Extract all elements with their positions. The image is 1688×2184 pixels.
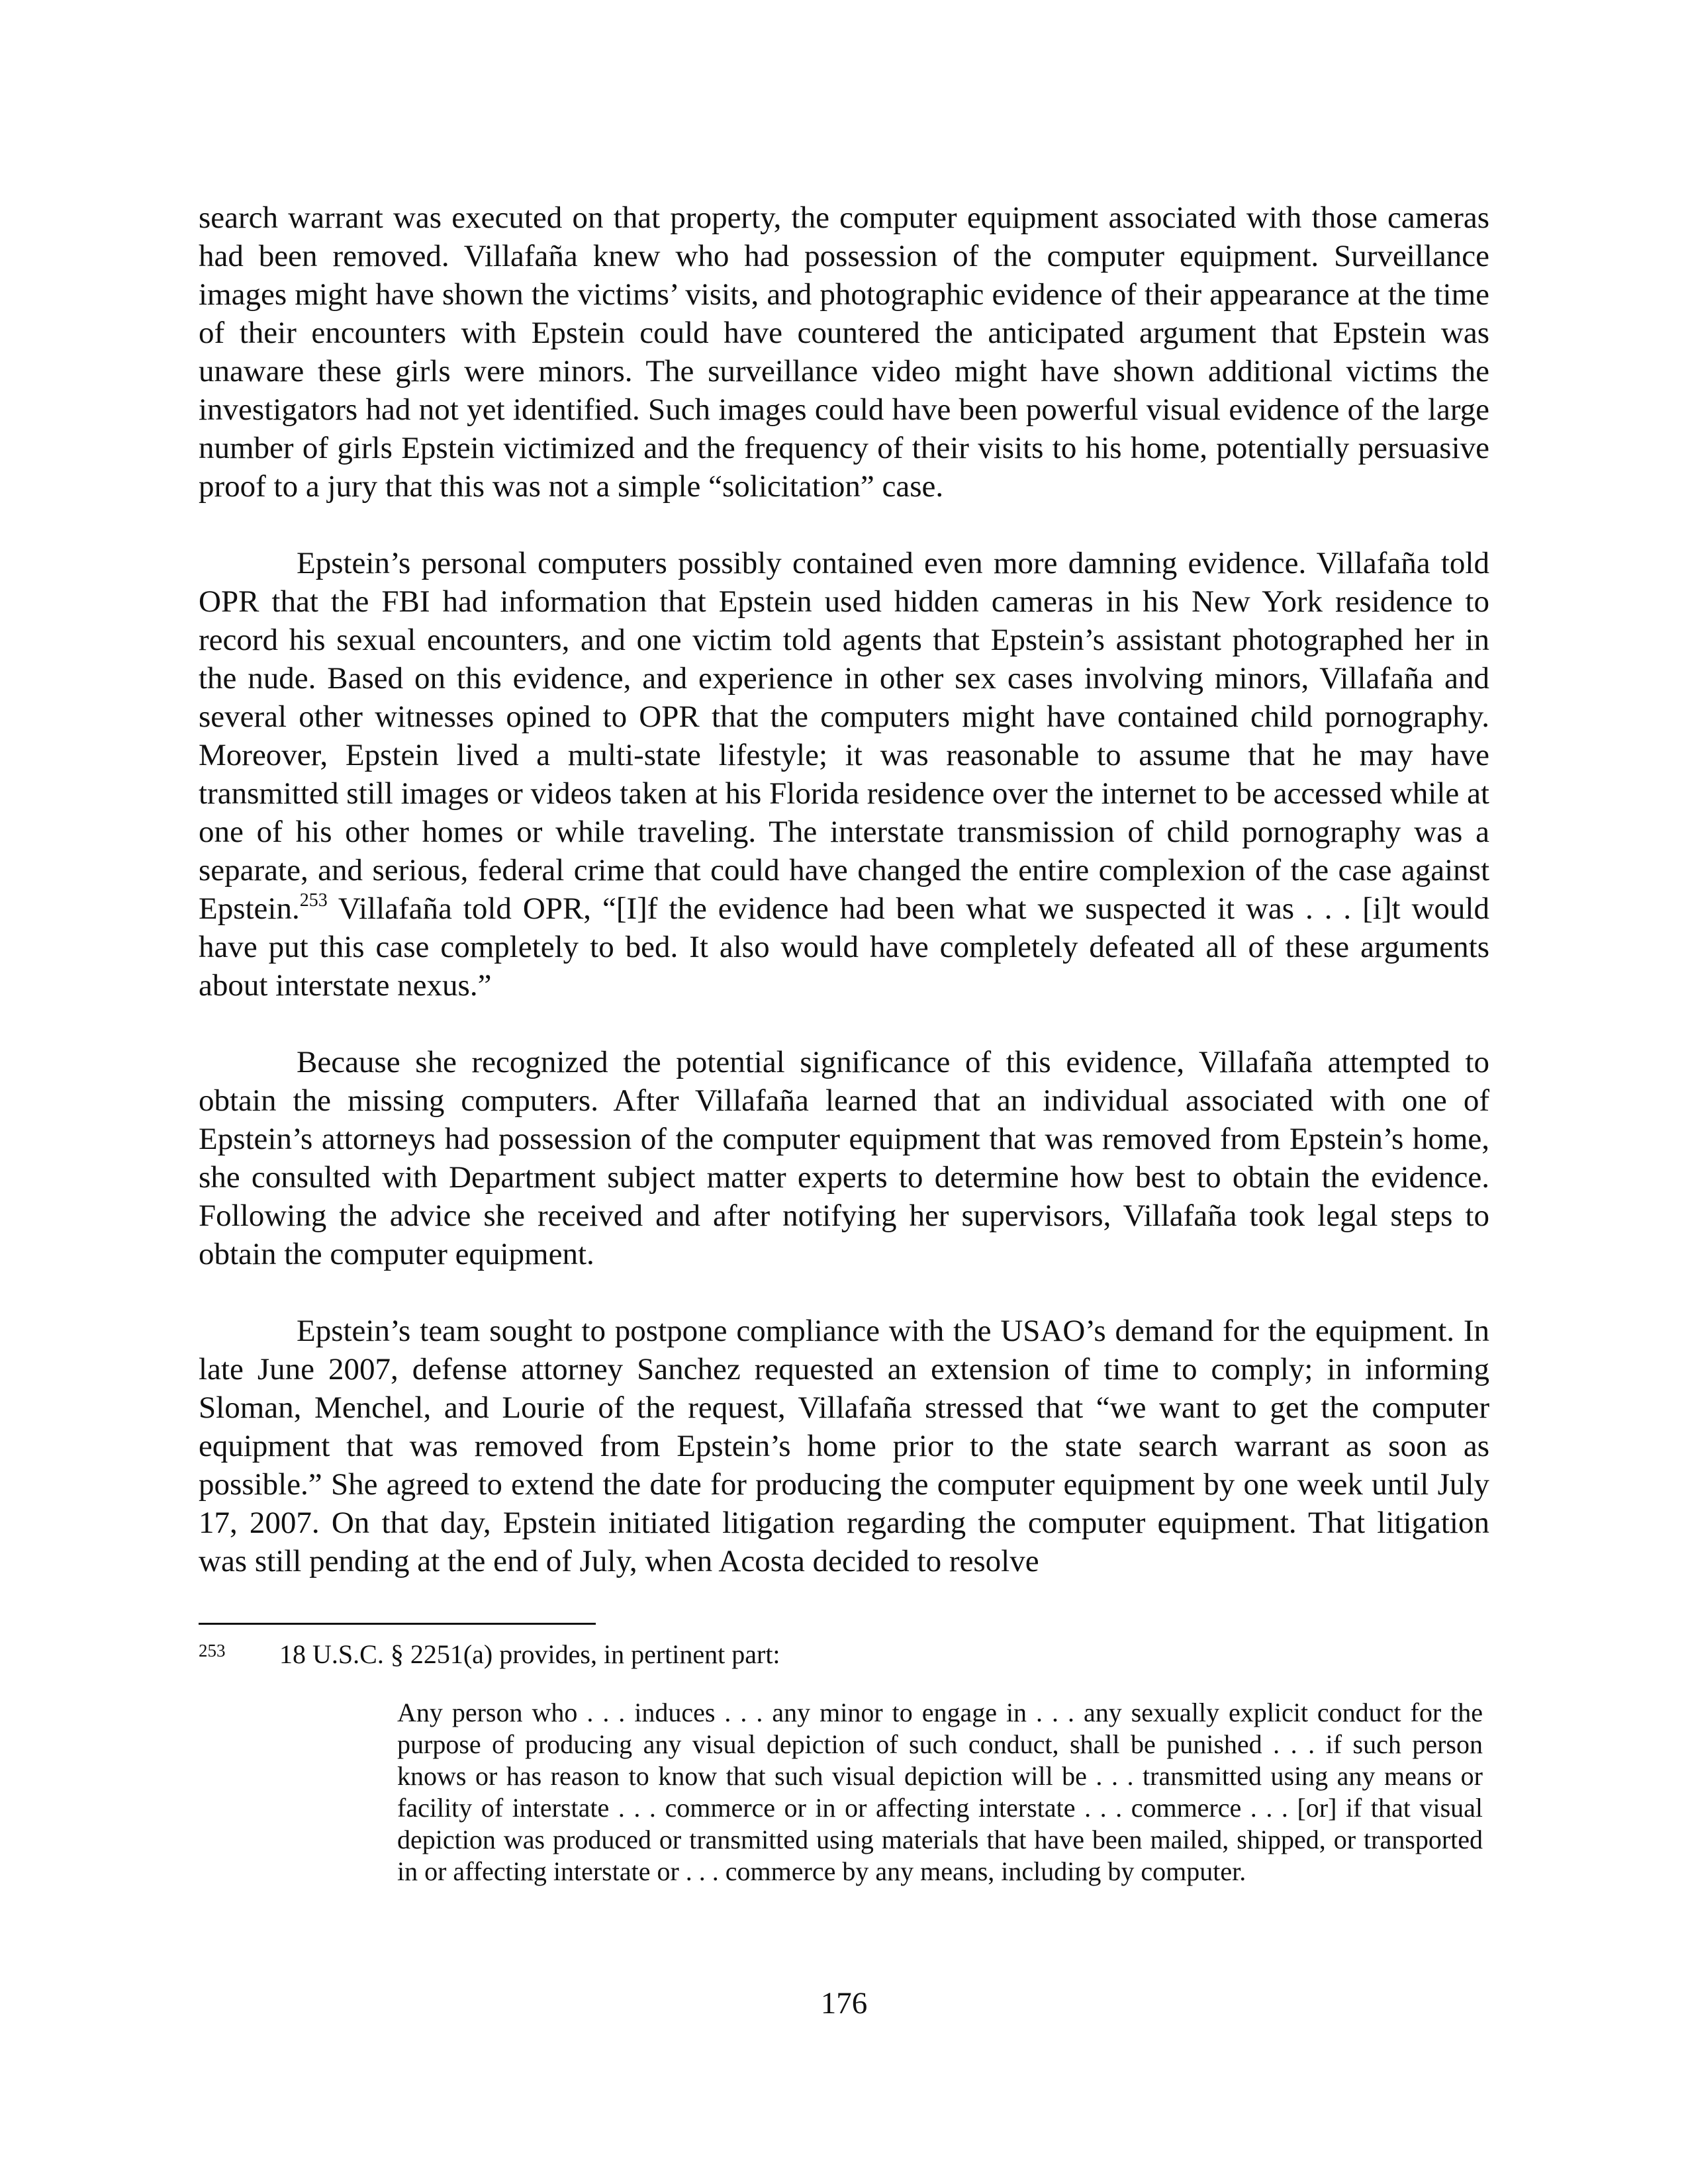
paragraph-2	[199, 544, 1489, 1005]
footnote-lead-line	[199, 1639, 1489, 1670]
paragraph-2-text-continued: Villafaña told OPR, “[I]f the evidence had been what we suspected it was . . . [i]t would have put this case completely to bed. It also would have completely defeated all of these arguments about interstate nexus.”	[199, 891, 1489, 1003]
paragraph-3: Because she recognized the potential significance of this evidence, Villafaña attempted to obtain the missing computers. After Villafaña learned that an individual associated with one of Epstein’s attorneys had possession of the computer equipment that was removed from Epstein’s home, she consulted with Department subject matter experts to determine how best to obtain the evidence. Following the advice she received and after notifying her supervisors, Villafaña took legal steps to obtain the computer equipment.	[199, 1045, 1489, 1271]
paragraph-4: Epstein’s team sought to postpone compliance with the USAO’s demand for the equipment. In late June 2007, defense attorney Sanchez requested an extension of time to comply; in informing Sloman, Menchel, and Lourie of the request, Villafaña stressed that “we want to get the computer equipment that was removed from Epstein’s home prior to the state search warrant as soon as possible.” She agreed to extend the date for producing the computer equipment by one week until July 17, 2007. On that day, Epstein initiated litigation regarding the computer equipment. That litigation was still pending at the end of July, when Acosta decided to resolve	[199, 1314, 1489, 1578]
paragraph-2-text: Epstein’s personal computers possibly contained even more damning evidence. Villafaña told OPR that the FBI had information that Epstein used hidden cameras in his New York residence to record his sexual encounters, and one victim told agents that Epstein’s assistant photographed her in the nude. Based on this evidence, and experience in other sex cases involving minors, Villafaña and several other witnesses opined to OPR that the computers might have contained child pornography. Moreover, Epstein lived a multi-state lifestyle; it was reasonable to assume that he may have transmitted still images or videos taken at his Florida residence over the internet to be accessed while at one of his other homes or while traveling. The interstate transmission of child pornography was a separate, and serious, federal crime that could have changed the entire complexion of the case against Epstein.	[199, 546, 1489, 926]
footnote-lead: 18 U.S.C. § 2251(a) provides, in pertinent part:	[279, 1639, 780, 1669]
page-number: 176	[820, 1986, 868, 2021]
footnote-number: 253	[199, 1641, 226, 1661]
body-text	[199, 199, 1489, 1619]
paragraph-1: search warrant was executed on that property, the computer equipment associated with those cameras had been removed. Villafaña knew who had possession of the computer equipment. Surveillance images might have shown the victims’ visits, and photographic evidence of their appearance at the time of their encounters with Epstein could have countered the anticipated argument that Epstein was unaware these girls were minors. The surveillance video might have shown additional victims the investigators had not yet identified. Such images could have been powerful visual evidence of the large number of girls Epstein victimized and the frequency of their visits to his home, potentially persuasive proof to a jury that this was not a simple “solicitation” case.	[199, 201, 1489, 504]
footnote-separator	[199, 1623, 596, 1625]
footnote-block-quote: Any person who . . . induces . . . any minor to engage in . . . any sexually explicit conduct for the purpose of producing any visual depiction of such conduct, shall be punished . . . if such person knows or has reason to know that such visual depiction will be . . . transmitted using any means or facility of interstate . . . commerce or in or affecting interstate . . . commerce . . . [or] if that visual depiction was produced or transmitted using materials that have been mailed, shipped, or transported in or affecting interstate or . . . commerce by any means, including by computer.	[397, 1698, 1483, 1886]
footnote	[199, 1639, 1489, 1888]
document-page	[199, 0, 1489, 2184]
footnote-reference[interactable]: 253	[299, 890, 328, 911]
